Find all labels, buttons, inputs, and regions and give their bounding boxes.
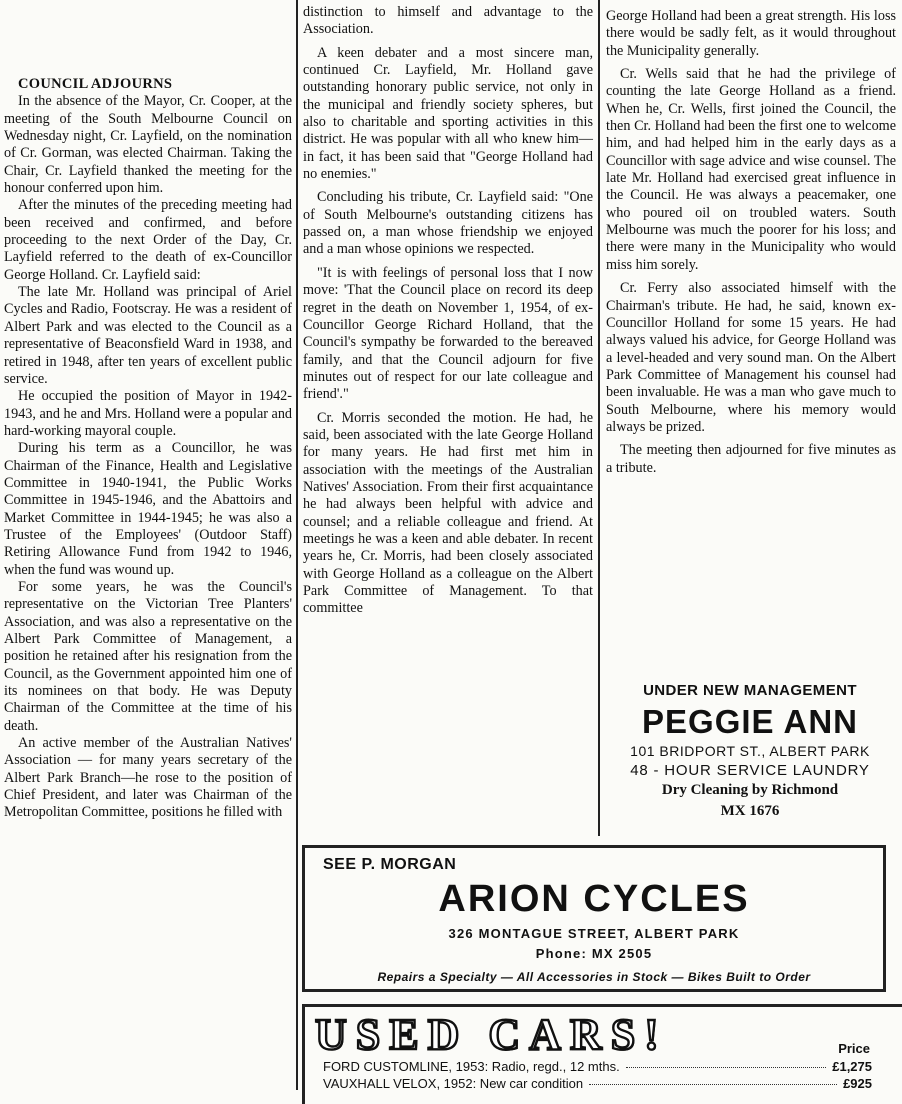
- article-paragraph: For some years, he was the Council's representative on the Victorian Tree Planters' Association, and was also a representative on the Albert Park Committee of Management, a position he retained after his resignation from the Council, as the Government appointed him one of its nominees on that body. He was Deputy Chairman of the Committee at the time of his death.: [4, 578, 292, 734]
- article-headline: COUNCIL ADJOURNS: [18, 76, 173, 92]
- car-price: £1,275: [832, 1059, 872, 1074]
- column-rule-1: [296, 0, 298, 1090]
- ad-address: 101 BRIDPORT ST., ALBERT PARK: [630, 743, 870, 759]
- article-paragraph: Cr. Ferry also associated himself with the Chairman's tribute. He had, he said, known ex-Councillor Holland for some 15 years. He had always valued his advice, for George Holland was a level-headed and very sound man. On the Albert Park Committee of Management his counsel had been invaluable. He was a man who gave much to South Melbourne, where his memory would always be prized.: [606, 280, 896, 435]
- ad-management-line: UNDER NEW MANAGEMENT: [643, 682, 857, 699]
- article-paragraph: The late Mr. Holland was principal of Ariel Cycles and Radio, Footscray. He was a resident of Albert Park and was elected to the Council as a representative of Beaconsfield Ward in 1938, and retired in 1948, after ten years of excellent public service.: [4, 284, 292, 387]
- ad-brand-name: ARION CYCLES: [438, 878, 750, 920]
- article-paragraph: Cr. Wells said that he had the privilege of counting the late George Holland as a friend. When he, Cr. Wells, first joined the Council, the then Cr. Holland had been the first one to welcome him, and had helped him in the early days as a Councillor with sage advice and wise counsel. The late Mr. Holland had exercised great influence in the Council. He was always a peacemaker, one who poured oil on troubled waters. South Melbourne was much the poorer for his loss; and there were many in the Municipality who would miss him sorely.: [606, 66, 896, 273]
- ad-dry-cleaning: Dry Cleaning by Richmond: [661, 782, 839, 798]
- article-paragraph: George Holland had been a great strength. His loss there would be sadly felt, as it would throughout the Municipality generally.: [606, 8, 896, 59]
- leader-dots: [589, 1084, 837, 1085]
- article-paragraph: In the absence of the Mayor, Cr. Cooper, at the meeting of the South Melbourne Council on Wednesday night, Cr. Layfield, on the nomination of Cr. Gorman, was elected Chairman. Taking the Chair, Cr. Layfield thanked the meeting for the honour conferred upon him.: [4, 93, 292, 197]
- ad-title: USED CARS!: [315, 1010, 668, 1059]
- article-paragraph: During his term as a Councillor, he was Chairman of the Finance, Health and Legislative Committee in 1940-1941, the Public Works Committee in 1945-1946, and the Abattoirs and Market Committee in 1944-1945; he was also a Trustee of the Employees' (Outdoor Staff) Retiring Allowance Fund from 1942 to 1946, when the fund was wound up.: [4, 440, 292, 578]
- price-column-header: Price: [838, 1041, 870, 1056]
- article-paragraph: A keen debater and a most sincere man, continued Cr. Layfield, Mr. Holland gave outstanding honorary public service, not only in the municipal and friendly society spheres, but also to charitable and sporting activities in this district. He was popular with all who knew him—in fact, it has been said that "George Holland had no enemies.": [303, 44, 593, 183]
- car-description: FORD CUSTOMLINE, 1953: Radio, regd., 12 mths.: [323, 1059, 620, 1074]
- article-column-2: [303, 4, 593, 618]
- car-description: VAUXHALL VELOX, 1952: New car condition: [323, 1076, 584, 1091]
- article-paragraph: Cr. Morris seconded the motion. He had, he said, been associated with the late George Holland for many years. He had first met him in association with the meetings of the Australian Natives' Association. From their first acquaintance he had always been helpful with advice and counsel; and a reliable colleague and friend. At meetings he was a keen and able debater. In recent years he, Cr. Morris, had been closely associated with George Holland as a colleague on the Albert Park Committee of Management. To that committee: [303, 409, 593, 617]
- column-rule-2: [598, 0, 600, 836]
- car-listing-row: [323, 1076, 872, 1091]
- ad-phone: Phone: MX 2505: [535, 946, 653, 961]
- article-paragraph: The meeting then adjourned for five minutes as a tribute.: [606, 442, 896, 476]
- peggie-ann-advertisement: [604, 676, 896, 844]
- ad-business-name: PEGGIE ANN: [642, 703, 858, 740]
- article-paragraph: Concluding his tribute, Cr. Layfield said: "One of South Melbourne's outstanding citizens has passed on, a man whose friendship we enjoyed and a man whose opinions we respected.: [303, 189, 593, 258]
- article-paragraph: distinction to himself and advantage to the Association.: [303, 4, 593, 38]
- article-column-1: [4, 76, 292, 822]
- article-column-3: [606, 8, 896, 477]
- used-cars-advertisement: [302, 1004, 902, 1104]
- article-paragraph: After the minutes of the preceding meeting had been received and confirmed, and before proceeding to the next Order of the Day, Cr. Layfield referred to the death of ex-Councillor George Holland. Cr. Layfield said:: [4, 197, 292, 283]
- ad-address: 326 MONTAGUE STREET, ALBERT PARK: [448, 926, 740, 941]
- ad-contact-name: SEE P. MORGAN: [323, 856, 457, 873]
- article-paragraph: "It is with feelings of personal loss that I now move: 'That the Council place on record its deep regret in the death on November 1, 1954, of ex-Councillor George Richard Holland, that the Council's sympathy be forwarded to the bereaved family, and that the Council adjourn for five minutes out of respect for our late colleague and friend'.": [303, 264, 593, 403]
- article-paragraph: An active member of the Australian Natives' Association — for many years secretary of the Albert Park Branch—he rose to the position of Chief President, and later was Chairman of the Metropolitan Committee, positions he filled with: [4, 735, 292, 821]
- leader-dots: [626, 1067, 827, 1068]
- ad-tagline: Repairs a Specialty — All Accessories in Stock — Bikes Built to Order: [377, 970, 811, 984]
- car-price: £925: [843, 1076, 872, 1091]
- article-paragraph: He occupied the position of Mayor in 1942-1943, and he and Mrs. Holland were a popular and hard-working mayoral couple.: [4, 388, 293, 439]
- car-listing-row: [323, 1059, 872, 1074]
- ad-service-line: 48 - HOUR SERVICE LAUNDRY: [630, 762, 870, 779]
- ad-phone: MX 1676: [720, 803, 780, 819]
- arion-cycles-advertisement: [302, 845, 886, 992]
